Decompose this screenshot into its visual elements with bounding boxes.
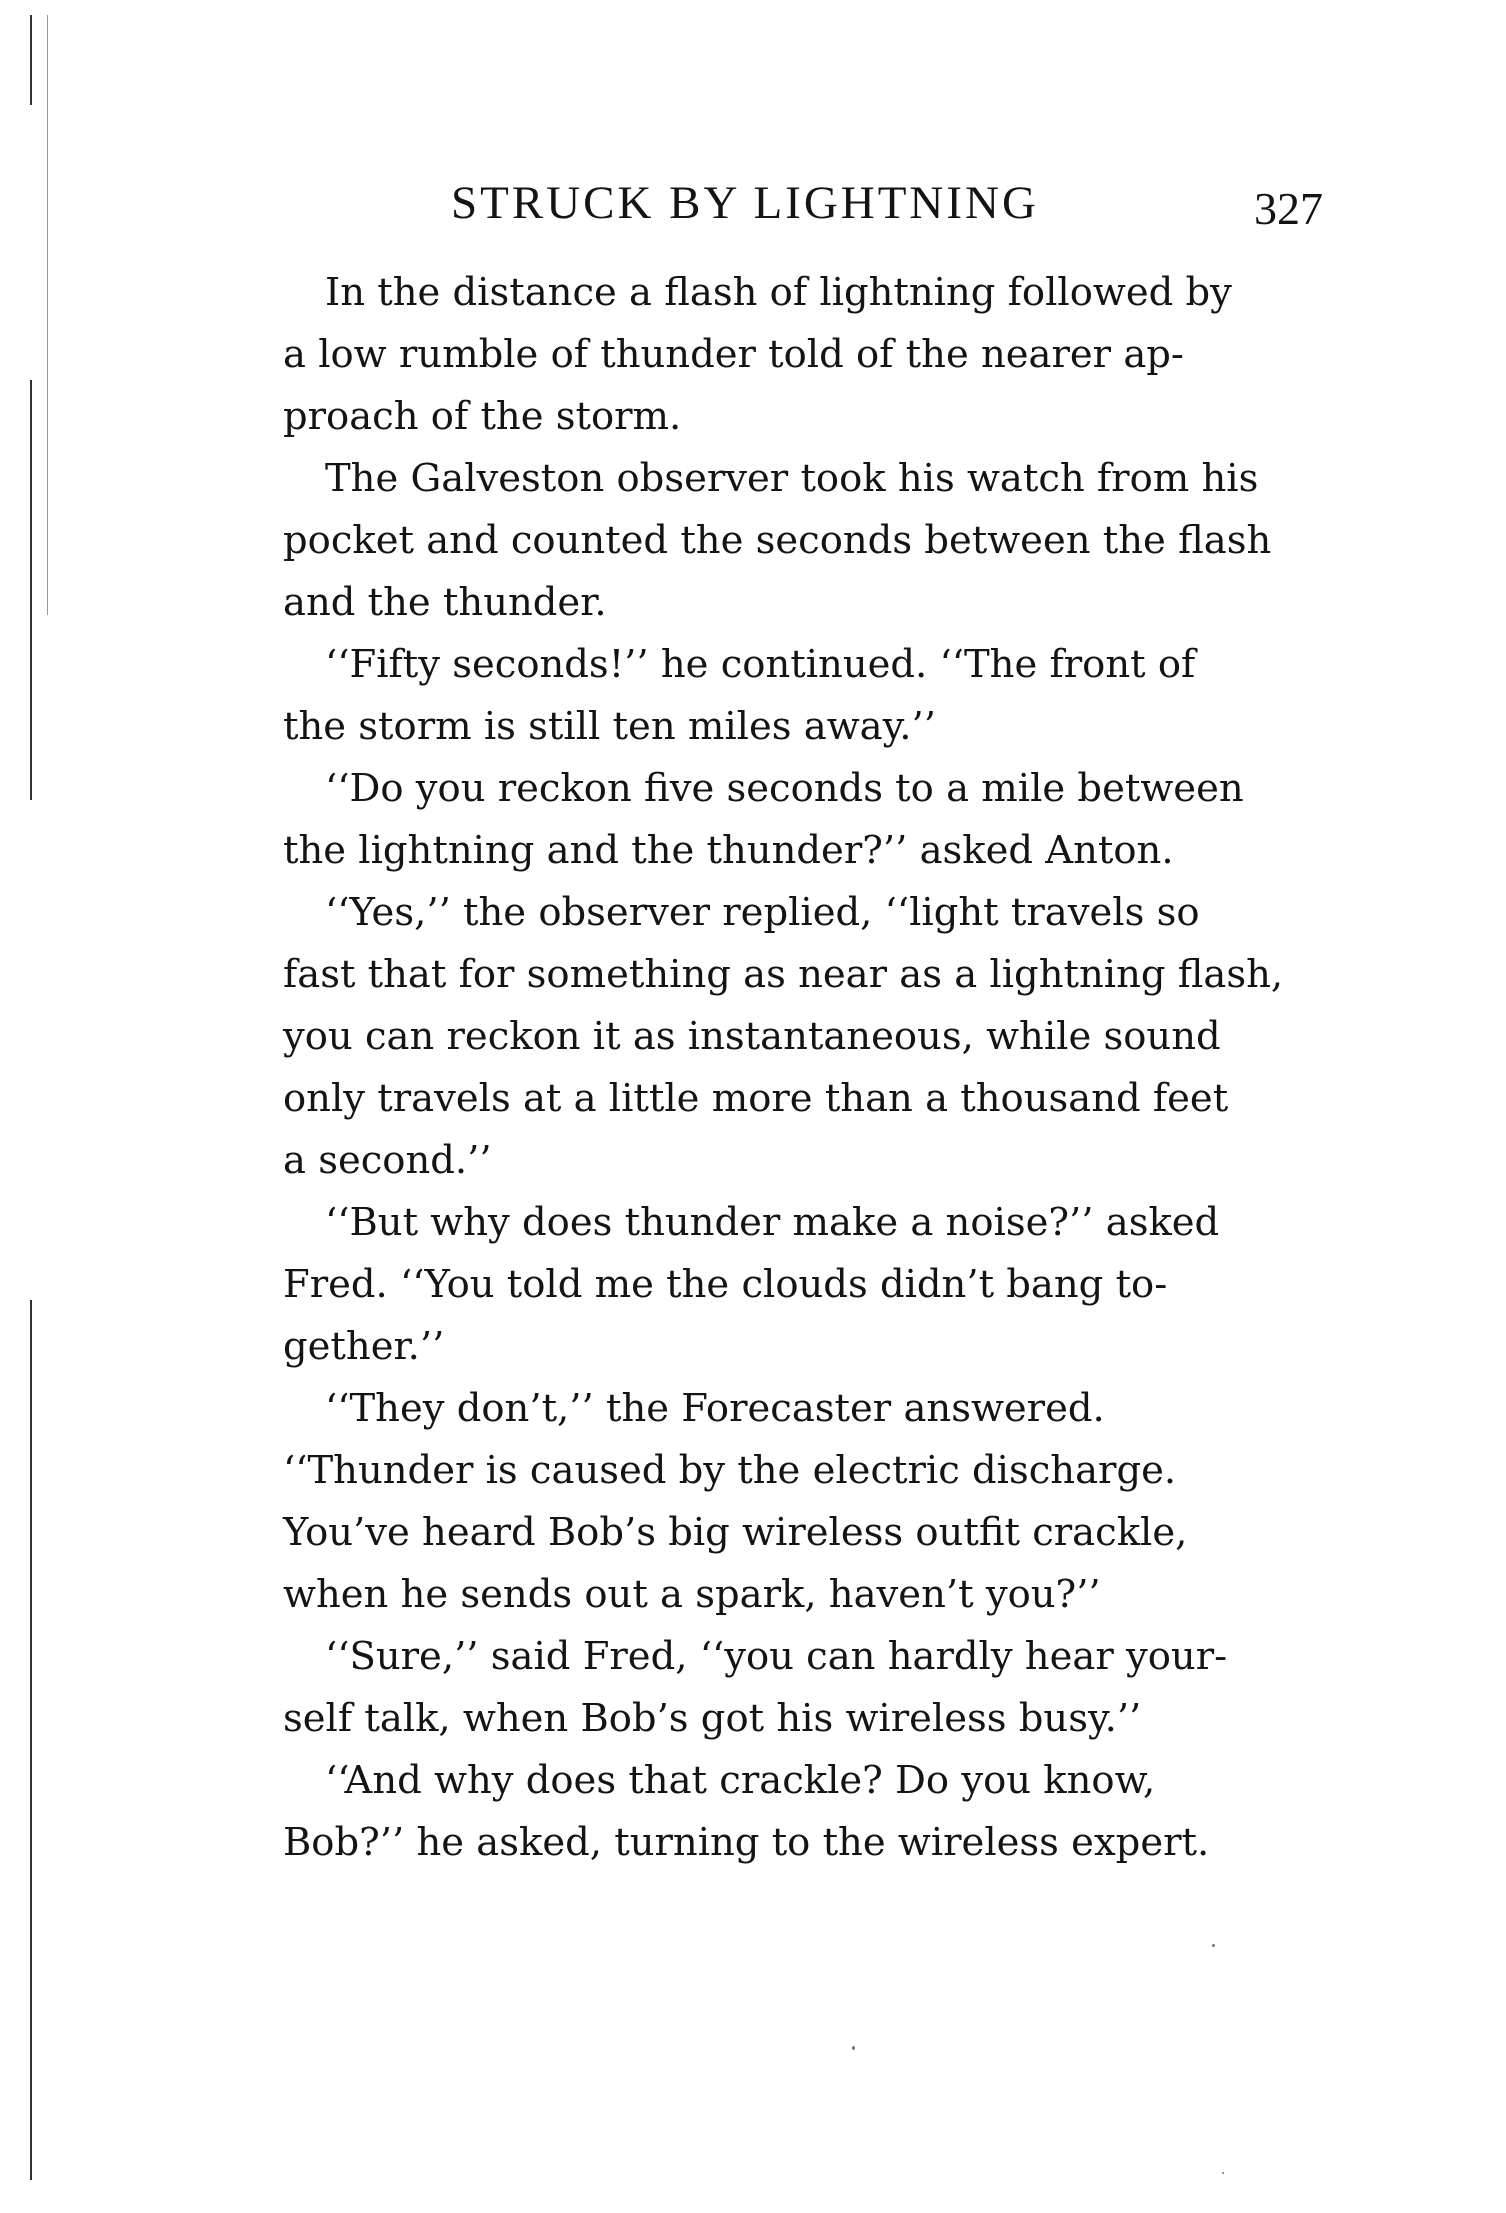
paragraph: ‘‘Sure,’’ said Fred, ‘‘you can hardly hear your- self talk, when Bob’s got his wireless busy.’’ [283,1634,1228,1741]
paper-speck [1212,1944,1215,1947]
binding-edge-line [30,380,32,800]
paragraph: ‘‘They don’t,’’ the Forecaster answered. ‘‘Thunder is caused by the electric discharge. You’ve heard Bob’s big wireless outfit crackle, when he sends out a spark, haven’t you?’’ [283,1386,1188,1617]
paragraph: ‘‘Do you reckon five seconds to a mile between the lightning and the thunder?’’ asked Anton. [283,766,1244,873]
paragraph: ‘‘But why does thunder make a noise?’’ asked Fred. ‘‘You told me the clouds didn’t bang to- gether.’’ [283,1200,1220,1369]
binding-edge-line [30,15,32,105]
paragraph: The Galveston observer took his watch from his pocket and counted the seconds between the flash and the thunder. [283,456,1272,625]
paragraph: ‘‘And why does that crackle? Do you know, Bob?’’ he asked, turning to the wireless expert. [283,1758,1210,1865]
body-text [283,262,1323,1874]
paragraph: ‘‘Yes,’’ the observer replied, ‘‘light travels so fast that for something as near as a lightning flash, you can reckon it as instantaneous, while sound only travels at a little more than a thousand feet a second.’’ [283,890,1284,1183]
paper-speck [852,2046,855,2050]
paragraph: In the distance a flash of lightning followed by a low rumble of thunder told of the nearer ap- proach of the storm. [283,270,1232,439]
binding-edge-line [30,1300,32,2180]
page-header [283,172,1323,242]
running-head: STRUCK BY LIGHTNING [451,177,1039,229]
binding-edge-line [47,15,48,615]
page-number: 327 [1254,183,1323,234]
paragraph: ‘‘Fifty seconds!’’ he continued. ‘‘The front of the storm is still ten miles away.’’ [283,642,1196,749]
paper-speck [1222,2172,1224,2174]
